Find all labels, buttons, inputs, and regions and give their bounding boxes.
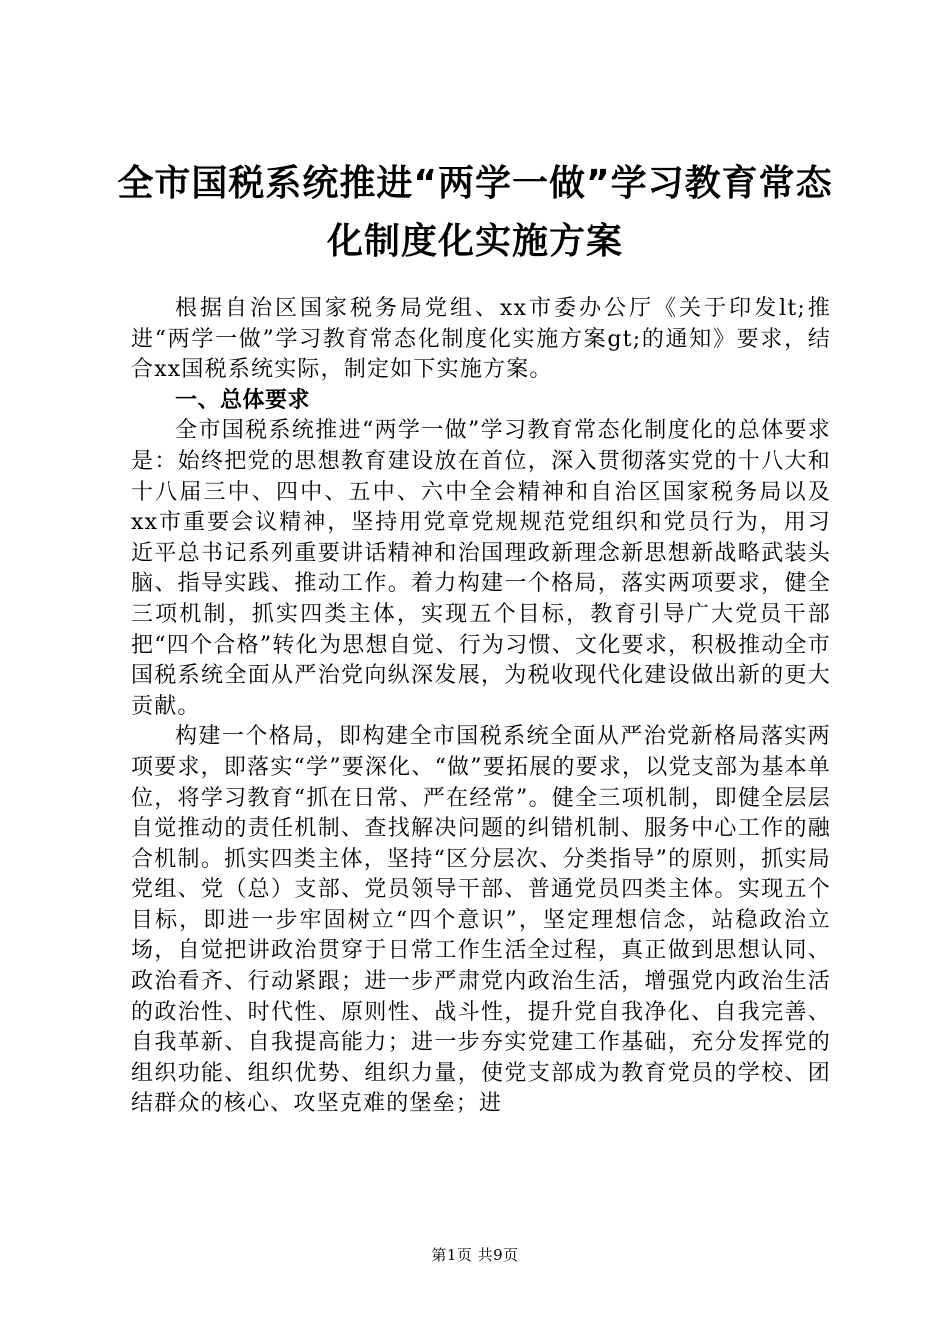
document-title-line-2: 化制度化实施方案 xyxy=(326,221,623,262)
document-title-line-1: 全市国税系统推进“两学一做”学习教育常态 xyxy=(117,163,833,204)
intro-paragraph: 根据自治区国家税务局党组、xx市委办公厅《关于印发lt;推进“两学一做”学习教育常态化制度化实施方案gt;的通知》要求，结合xx国税系统实际，制定如下实施方案。 xyxy=(131,296,831,383)
section-heading: 一、总体要求 xyxy=(175,387,311,413)
page-footer: 第1页 共9页 xyxy=(431,1246,519,1264)
document-body xyxy=(131,294,831,1120)
body-paragraph-2: 构建一个格局，即构建全市国税系统全面从严治党新格局落实两项要求，即落实“学”要深化、“做”要拓展的要求，以党支部为基本单位，将学习教育“抓在日常、严在经常”。健全三项机制，即健全层层自觉推动的责任机制、查找解决问题的纠错机制、服务中心工作的融合机制。抓实四类主体，坚持“区分层次、分类指导”的原则，抓实局党组、党（总）支部、党员领导干部、普通党员四类主体。实现五个目标，即进一步牢固树立“四个意识”，坚定理想信念，站稳政治立场，自觉把讲政治贯穿于日常工作生活全过程，真正做到思想认同、政治看齐、行动紧跟；进一步严肃党内政治生活，增强党内政治生活的政治性、时代性、原则性、战斗性，提升党自我净化、自我完善、自我革新、自我提高能力；进一步夯实党建工作基础，充分发挥党的组织功能、组织优势、组织力量，使党支部成为教育党员的学校、团结群众的核心、攻坚克难的堡垒；进 xyxy=(131,724,831,1117)
body-paragraph-1: 全市国税系统推进“两学一做”学习教育常态化制度化的总体要求是：始终把党的思想教育建设放在首位，深入贯彻落实党的十八大和十八届三中、四中、五中、六中全会精神和自治区国家税务局以及xx市重要会议精神，坚持用党章党规规范党组织和党员行为，用习近平总书记系列重要讲话精神和治国理政新理念新思想新战略武装头脑、指导实践、推动工作。着力构建一个格局，落实两项要求，健全三项机制，抓实四类主体，实现五个目标，教育引导广大党员干部把“四个合格”转化为思想自觉、行为习惯、文化要求，积极推动全市国税系统全面从严治党向纵深发展，为税收现代化建设做出新的更大贡献。 xyxy=(131,418,831,719)
